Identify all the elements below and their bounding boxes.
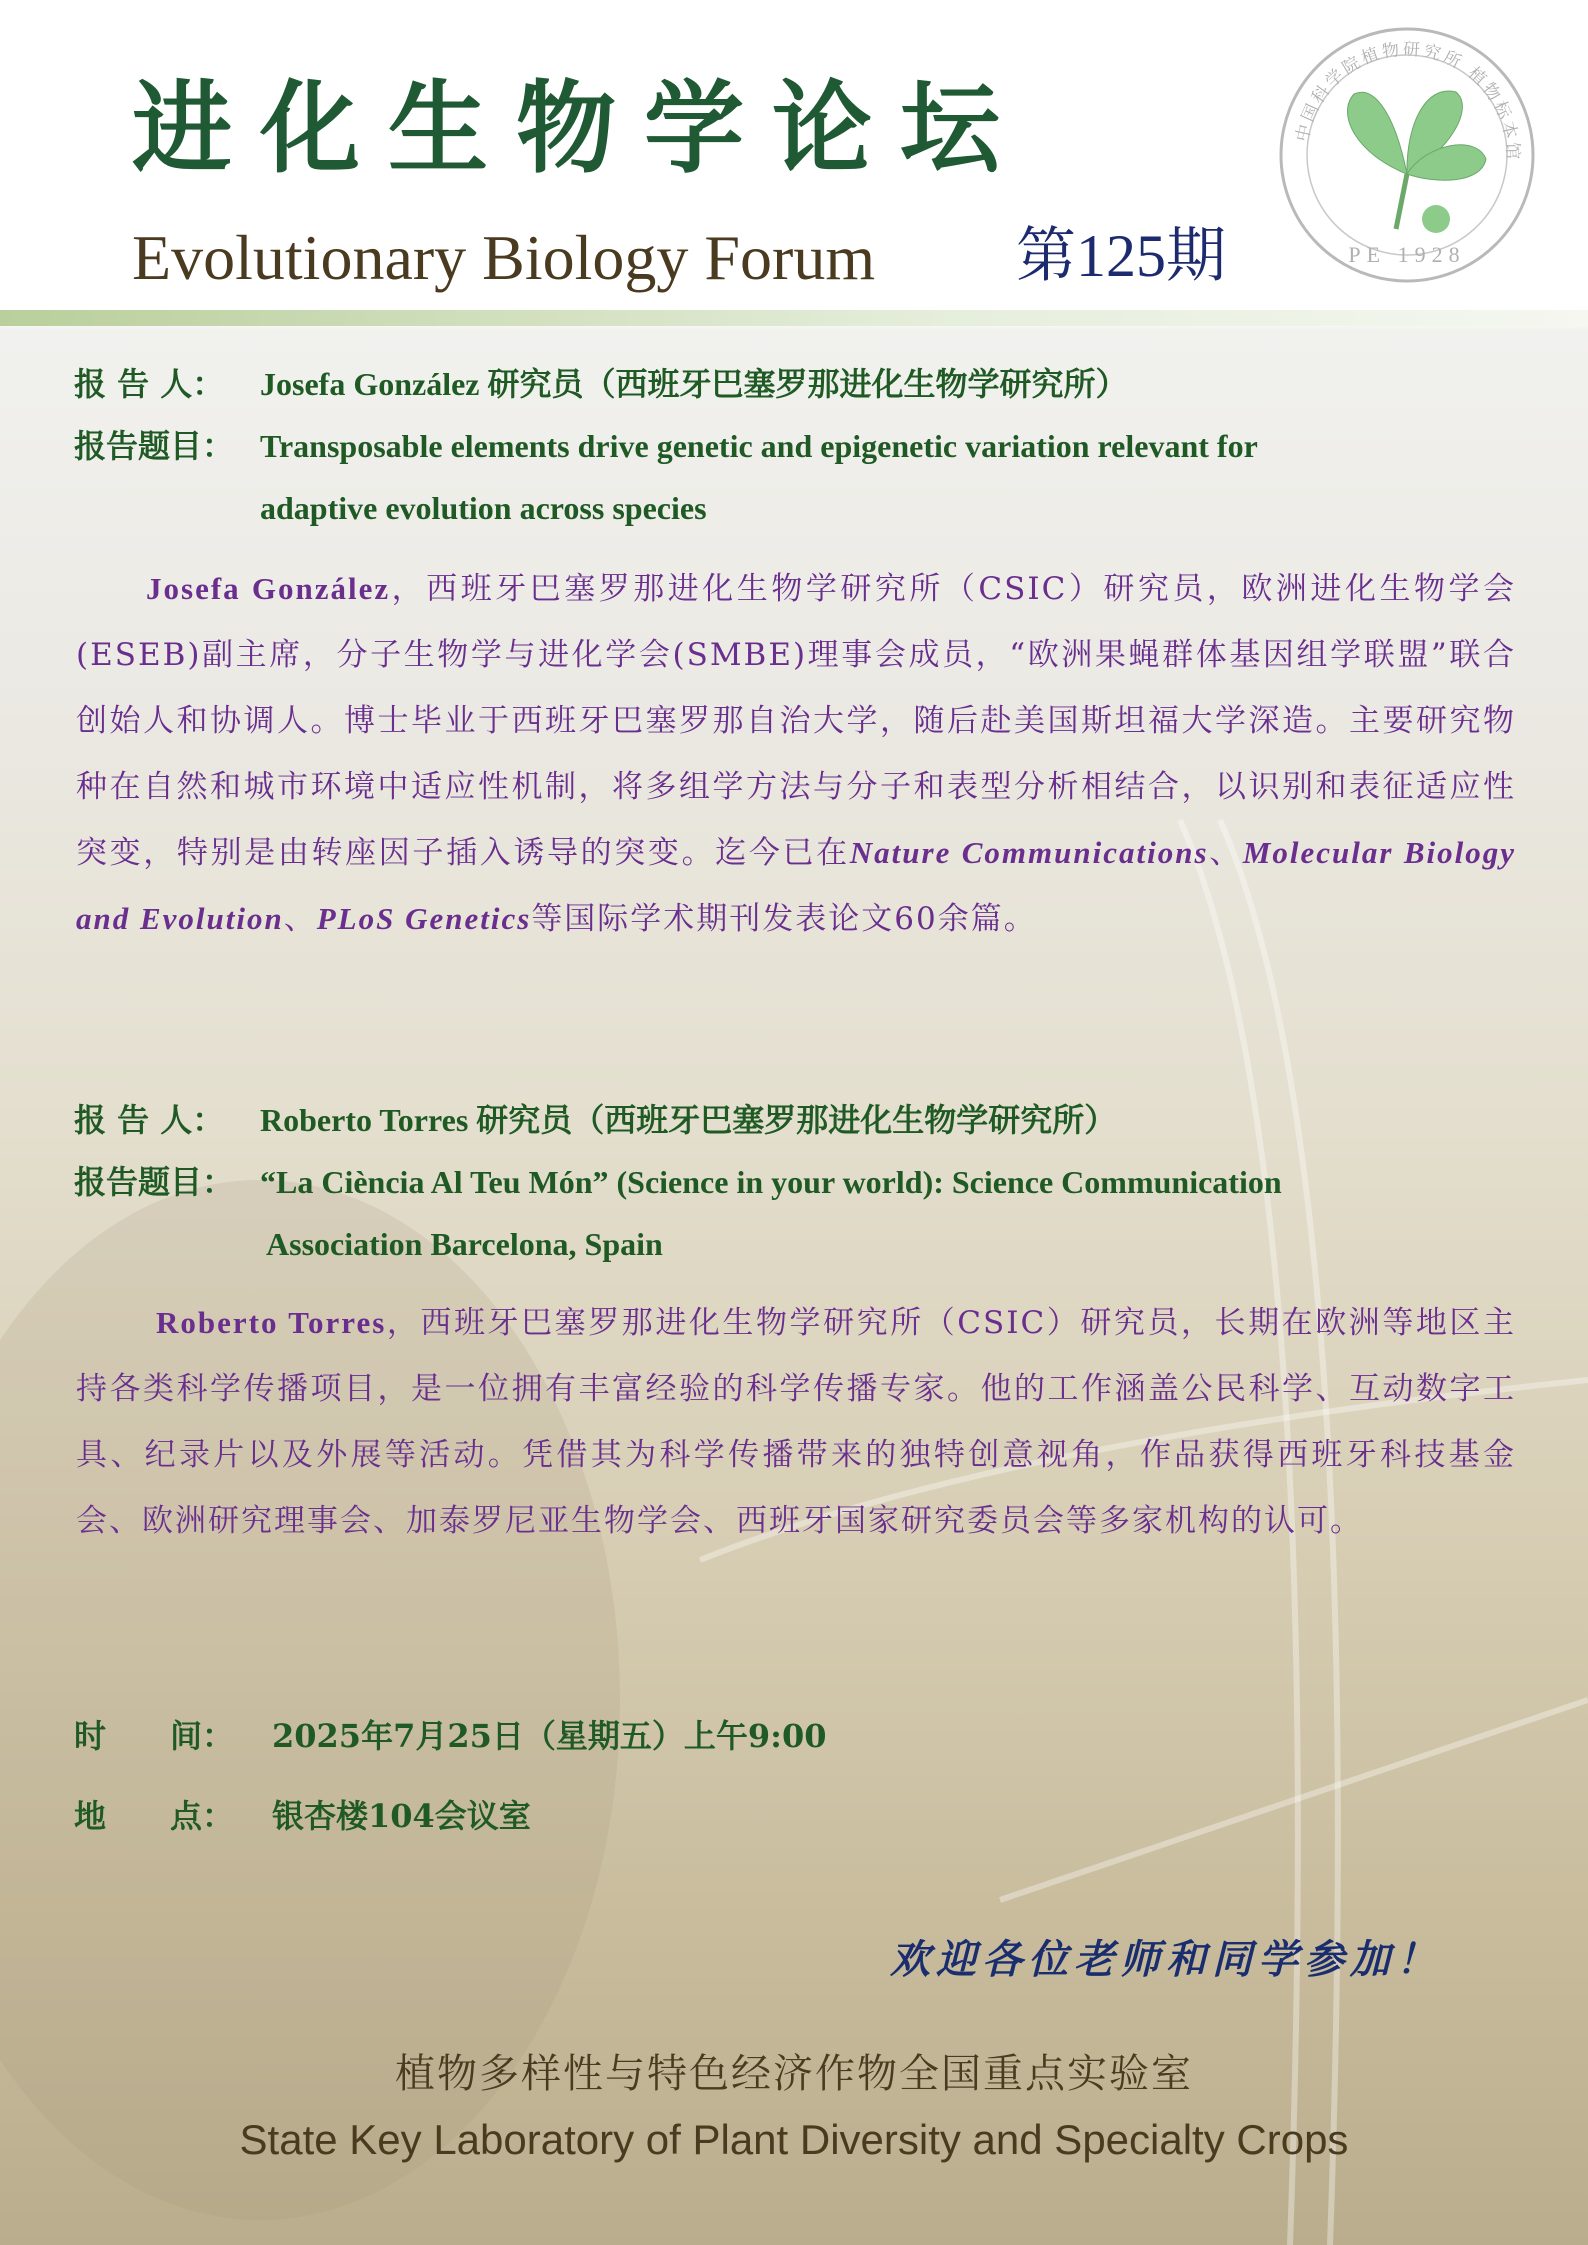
talk2-topic-line2: Association Barcelona, Spain — [266, 1226, 663, 1262]
issue-number: 第125期 — [1016, 223, 1226, 289]
talk1-bio-name: Josefa González — [146, 571, 391, 606]
institute-seal-logo — [1276, 24, 1538, 286]
talk2-topic-label: 报告题目： — [74, 1163, 235, 1201]
header-divider — [0, 310, 1588, 326]
talk2-bio-name: Roberto Torres — [156, 1305, 387, 1340]
talk1-bio: Josefa González，西班牙巴塞罗那进化生物学研究所（CSIC）研究员，欧洲进化生物学会(ESEB)副主席，分子生物学与进化学会(SMBE)理事会成员，“欧洲果蝇群体基因组学联盟”联合创始人和协调人。博士毕业于西班牙巴塞罗那自治大学，随后赴美国斯坦福大学深造。主要研究物种在自然和城市环境中适应性机制，将多组学方法与分子和表型分析相结合，以识别和表征适应性突变，特别是由转座因子插入诱导的突变。迄今已在Nature Communications、Molecular Biology and Evolution、PLoS Genetics等国际学术期刊发表论文60余篇。 — [76, 571, 1517, 937]
talk1-topic-label: 报告题目： — [74, 427, 235, 465]
talk1-topic-line1: Transposable elements drive genetic and epigenetic variation relevant for — [260, 428, 1258, 464]
talk2-speaker: Roberto Torres 研究员（西班牙巴塞罗那进化生物学研究所） — [260, 1102, 1117, 1138]
talk1-speaker-label: 报 告 人： — [74, 365, 225, 403]
event-place: 银杏楼104会议室 — [272, 1797, 531, 1835]
place-label: 地 点： — [74, 1797, 235, 1835]
organizer-english: State Key Laboratory of Plant Diversity and Specialty Crops — [239, 2116, 1349, 2163]
journal-name: Nature Communications — [849, 835, 1209, 870]
organizer-chinese: 植物多样性与特色经济作物全国重点实验室 — [395, 2051, 1193, 2097]
seal-bottom-text: PE 1928 — [1348, 242, 1466, 267]
journal-name: Molecular Biology and Evolution — [76, 835, 1517, 936]
forum-title-chinese: 进化生物学论坛 — [132, 69, 1028, 187]
talk1-topic-line2: adaptive evolution across species — [260, 490, 707, 526]
event-time: 2025年7月25日（星期五）上午9:00 — [272, 1717, 827, 1755]
talk2-speaker-label: 报 告 人： — [74, 1101, 225, 1139]
time-label: 时 间： — [74, 1717, 235, 1755]
talk2-topic-line1: “La Ciència Al Teu Món” (Science in your world): Science Communication — [260, 1164, 1282, 1200]
seal-top-text: 中国科学院植物研究所 植物标本馆 — [1292, 39, 1523, 163]
forum-title-english: Evolutionary Biology Forum — [132, 222, 876, 293]
talk1-speaker: Josefa González 研究员（西班牙巴塞罗那进化生物学研究所） — [260, 366, 1128, 402]
journal-name: PLoS Genetics — [316, 901, 532, 936]
welcome-message: 欢迎各位老师和同学参加！ — [890, 1936, 1442, 1983]
talk2-bio: Roberto Torres，西班牙巴塞罗那进化生物学研究所（CSIC）研究员，长期在欧洲等地区主持各类科学传播项目，是一位拥有丰富经验的科学传播专家。他的工作涵盖公民科学、互动数字工具、纪录片以及外展等活动。凭借其为科学传播带来的独特创意视角，作品获得西班牙科技基金会、欧洲研究理事会、加泰罗尼亚生物学会、西班牙国家研究委员会等多家机构的认可。 — [76, 1305, 1516, 1539]
